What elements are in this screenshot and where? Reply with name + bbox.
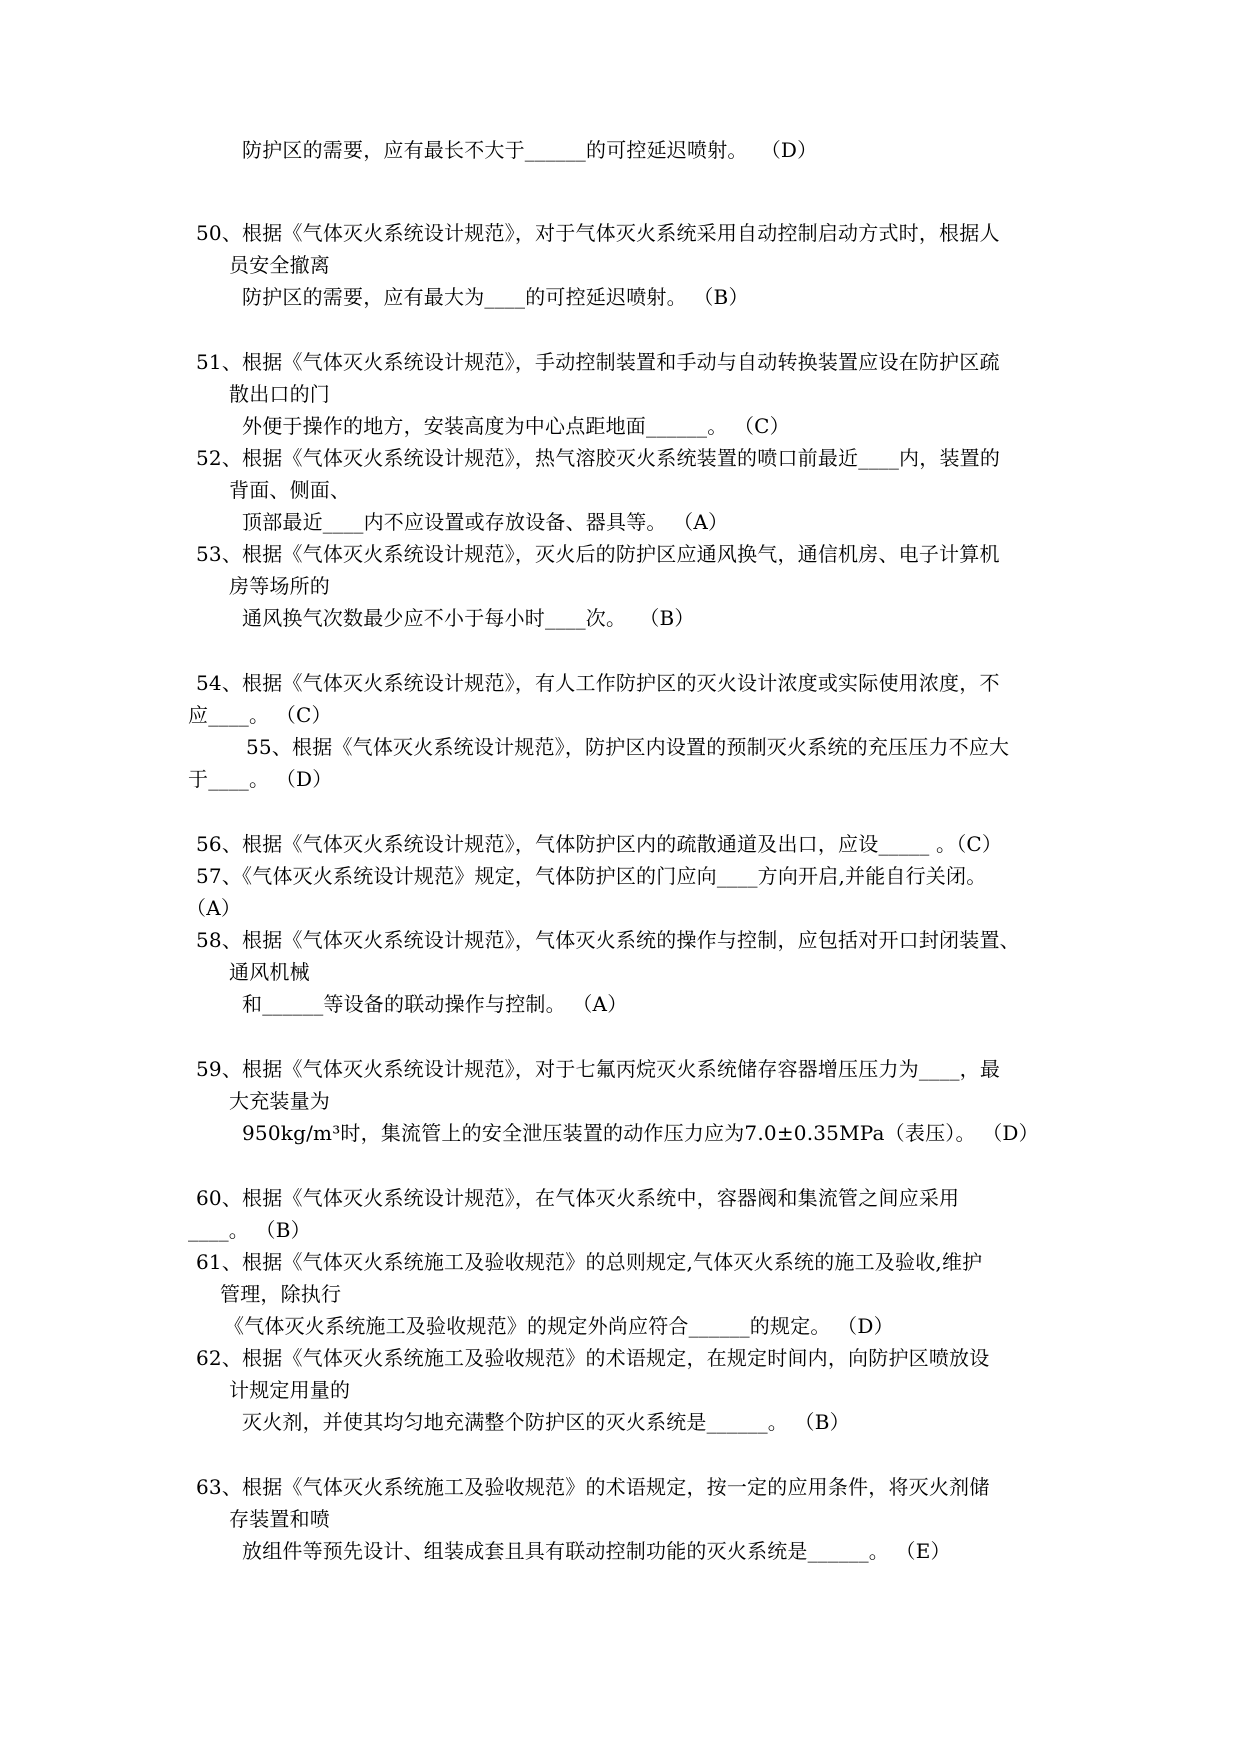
text-line: 和______等设备的联动操作与控制。 （A） (242, 992, 628, 1016)
text-line: 背面、侧面、 (229, 478, 351, 502)
question-52: 52、根据《气体灭火系统设计规范》，热气溶胶灭火系统装置的喷口前最近____内，装置的 (196, 446, 1001, 470)
text-line: 《气体灭火系统施工及验收规范》的规定外尚应符合______的规定。 （D） (224, 1314, 894, 1338)
text-line: （A） (186, 896, 242, 920)
text-line: 大充装量为 (229, 1089, 330, 1113)
question-56: 56、根据《气体灭火系统设计规范》，气体防护区内的疏散通道及出口，应设_____ 。（C） (196, 832, 1003, 856)
question-58: 58、根据《气体灭火系统设计规范》，气体灭火系统的操作与控制，应包括对开口封闭装置、 (196, 928, 1020, 952)
text-line: 放组件等预先设计、组装成套且具有联动控制功能的灭火系统是______。 （E） (242, 1539, 951, 1563)
text-line: 防护区的需要，应有最长不大于______的可控延迟喷射。 （D） (242, 138, 818, 162)
text-line: 存装置和喷 (229, 1507, 330, 1531)
question-61: 61、根据《气体灭火系统施工及验收规范》的总则规定,气体灭火系统的施工及验收,维护 (196, 1250, 983, 1274)
text-line: 通风机械 (229, 960, 310, 984)
question-55: 55、根据《气体灭火系统设计规范》，防护区内设置的预制灭火系统的充压压力不应大 (246, 735, 1010, 759)
text-line: 计规定用量的 (229, 1378, 351, 1402)
text-line: 950kg/m³时，集流管上的安全泄压装置的动作压力应为7.0±0.35MPa（表压）。 （D） (242, 1121, 1039, 1145)
text-line: 防护区的需要，应有最大为____的可控延迟喷射。 （B） (242, 285, 749, 309)
text-line: 员安全撤离 (229, 253, 330, 277)
text-line: ____。 （B） (188, 1218, 311, 1242)
text-line: 房等场所的 (229, 574, 330, 598)
text-line: 灭火剂，并使其均匀地充满整个防护区的灭火系统是______。 （B） (242, 1410, 850, 1434)
text-line: 外便于操作的地方，安装高度为中心点距地面______。 （C） (242, 414, 790, 438)
question-54: 54、根据《气体灭火系统设计规范》，有人工作防护区的灭火设计浓度或实际使用浓度，不 (196, 671, 1000, 695)
question-60: 60、根据《气体灭火系统设计规范》，在气体灭火系统中，容器阀和集流管之间应采用 (196, 1186, 960, 1210)
text-line: 应____。 （C） (188, 703, 332, 727)
question-62: 62、根据《气体灭火系统施工及验收规范》的术语规定，在规定时间内，向防护区喷放设 (196, 1346, 990, 1370)
question-51: 51、根据《气体灭火系统设计规范》，手动控制装置和手动与自动转换装置应设在防护区疏 (196, 350, 1000, 374)
text-line: 于____。 （D） (188, 767, 333, 791)
text-line: 散出口的门 (229, 382, 330, 406)
question-50: 50、根据《气体灭火系统设计规范》，对于气体灭火系统采用自动控制启动方式时，根据人 (196, 221, 1000, 245)
question-59: 59、根据《气体灭火系统设计规范》，对于七氟丙烷灭火系统储存容器增压压力为____，最 (196, 1057, 1001, 1081)
text-line: 管理，除执行 (220, 1282, 342, 1306)
text-line: 通风换气次数最少应不小于每小时____次。 （B） (242, 606, 695, 630)
question-53: 53、根据《气体灭火系统设计规范》，灭火后的防护区应通风换气，通信机房、电子计算机 (196, 542, 1000, 566)
text-line: 顶部最近____内不应设置或存放设备、器具等。 （A） (242, 510, 729, 534)
question-57: 57、《气体灭火系统设计规范》规定，气体防护区的门应向____方向开启,并能自行关闭。 (196, 864, 987, 888)
question-63: 63、根据《气体灭火系统施工及验收规范》的术语规定，按一定的应用条件，将灭火剂储 (196, 1475, 990, 1499)
